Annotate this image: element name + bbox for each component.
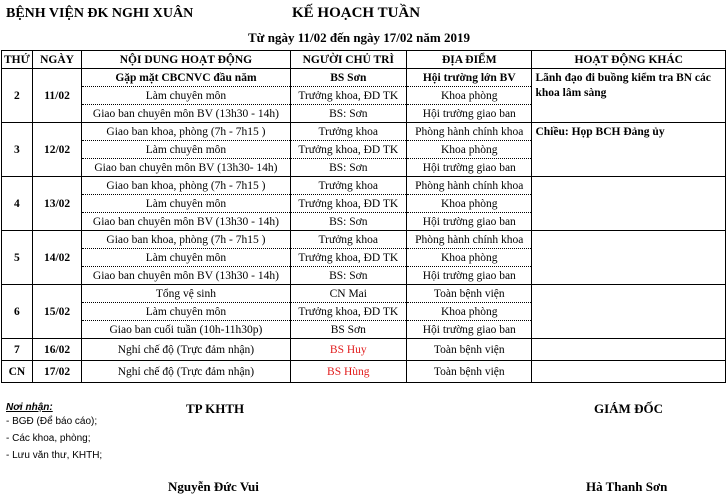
place-cell: Hội trường giao ban — [407, 159, 532, 177]
date-cell: 11/02 — [32, 69, 82, 123]
signature-right-name: Hà Thanh Sơn — [586, 479, 668, 494]
date-cell: 12/02 — [32, 123, 82, 177]
date-cell: 13/02 — [32, 177, 82, 231]
day-of-week-cell: 4 — [2, 177, 33, 231]
place-cell: Toàn bệnh viện — [407, 339, 532, 361]
host-cell: CN Mai — [290, 285, 406, 303]
table-header-row — [2, 51, 726, 69]
column-header-host: NGƯỜI CHỦ TRÌ — [290, 51, 406, 69]
place-cell: Phòng hành chính khoa — [407, 231, 532, 249]
activity-content-cell: Giao ban cuối tuần (10h-11h30p) — [82, 321, 290, 339]
other-activity-cell — [532, 285, 726, 339]
host-cell: Trưởng khoa, ĐD TK — [290, 303, 406, 321]
signature-right-title: GIÁM ĐỐC — [594, 401, 663, 416]
date-cell: 17/02 — [32, 361, 82, 383]
table-row — [2, 285, 726, 303]
host-cell: Trưởng khoa, ĐD TK — [290, 249, 406, 267]
activity-content-cell: Làm chuyên môn — [82, 195, 290, 213]
host-cell: Trưởng khoa — [290, 123, 406, 141]
day-of-week-cell: 7 — [2, 339, 33, 361]
activity-content-cell: Giao ban chuyên môn BV (13h30 - 14h) — [82, 105, 290, 123]
place-cell: Khoa phòng — [407, 87, 532, 105]
hospital-name: BỆNH VIỆN ĐK NGHI XUÂN — [6, 6, 194, 21]
recipient-item: - Các khoa, phòng; — [6, 433, 91, 444]
activity-content-cell: Giao ban khoa, phòng (7h - 7h15 ) — [82, 123, 290, 141]
host-cell: BS: Sơn — [290, 105, 406, 123]
host-cell: BS Hùng — [290, 361, 406, 383]
recipient-item: - BGĐ (Để báo cáo); — [6, 416, 98, 427]
activity-content-cell: Giao ban chuyên môn BV (13h30 - 14h) — [82, 213, 290, 231]
table-row — [2, 69, 726, 87]
place-cell: Khoa phòng — [407, 195, 532, 213]
place-cell: Khoa phòng — [407, 249, 532, 267]
host-cell: Trưởng khoa — [290, 177, 406, 195]
activity-content-cell: Nghỉ chế độ (Trực đảm nhận) — [82, 361, 290, 383]
place-cell: Hội trường giao ban — [407, 105, 532, 123]
host-cell: BS: Sơn — [290, 267, 406, 285]
place-cell: Toàn bệnh viện — [407, 285, 532, 303]
host-cell: BS: Sơn — [290, 213, 406, 231]
signature-left-name: Nguyễn Đức Vui — [168, 479, 259, 494]
other-activity-cell — [532, 231, 726, 285]
day-of-week-cell: 6 — [2, 285, 33, 339]
weekly-plan-table — [1, 50, 726, 383]
table-body — [2, 69, 726, 383]
place-cell: Phòng hành chính khoa — [407, 177, 532, 195]
activity-content-cell: Làm chuyên môn — [82, 87, 290, 105]
date-cell: 15/02 — [32, 285, 82, 339]
other-activity-cell — [532, 177, 726, 231]
host-cell: Trưởng khoa, ĐD TK — [290, 87, 406, 105]
day-of-week-cell: CN — [2, 361, 33, 383]
host-cell: BS Sơn — [290, 321, 406, 339]
host-cell: Trưởng khoa, ĐD TK — [290, 141, 406, 159]
recipient-item: - Lưu văn thư, KHTH; — [6, 450, 103, 461]
activity-content-cell: Giao ban chuyên môn BV (13h30- 14h) — [82, 159, 290, 177]
host-cell: Trưởng khoa, ĐD TK — [290, 195, 406, 213]
place-cell: Toàn bệnh viện — [407, 361, 532, 383]
other-activity-cell — [532, 361, 726, 383]
day-of-week-cell: 3 — [2, 123, 33, 177]
column-header-content: NỘI DUNG HOẠT ĐỘNG — [82, 51, 290, 69]
table-row — [2, 361, 726, 383]
activity-content-cell: Nghỉ chế độ (Trực đảm nhận) — [82, 339, 290, 361]
place-cell: Khoa phòng — [407, 303, 532, 321]
place-cell: Hội trường giao ban — [407, 267, 532, 285]
place-cell: Hội trường lớn BV — [407, 69, 532, 87]
other-activity-cell — [532, 339, 726, 361]
place-cell: Hội trường giao ban — [407, 321, 532, 339]
table-row — [2, 177, 726, 195]
column-header-ngay: NGÀY — [32, 51, 82, 69]
other-activity-cell: Lãnh đạo đi buồng kiểm tra BN các khoa lâm sàng — [532, 69, 726, 123]
signature-left-title: TP KHTH — [186, 401, 245, 416]
activity-content-cell: Giao ban chuyên môn BV (13h30 - 14h) — [82, 267, 290, 285]
activity-content-cell: Giao ban khoa, phòng (7h - 7h15 ) — [82, 231, 290, 249]
activity-content-cell: Làm chuyên môn — [82, 141, 290, 159]
host-cell: BS: Sơn — [290, 159, 406, 177]
host-cell: BS Sơn — [290, 69, 406, 87]
day-of-week-cell: 2 — [2, 69, 33, 123]
activity-content-cell: Làm chuyên môn — [82, 303, 290, 321]
recipients-title: Nơi nhận: — [6, 402, 53, 413]
place-cell: Khoa phòng — [407, 141, 532, 159]
host-cell: Trưởng khoa — [290, 231, 406, 249]
activity-content-cell: Gặp mặt CBCNVC đầu năm — [82, 69, 290, 87]
column-header-place: ĐỊA ĐIỂM — [407, 51, 532, 69]
table-row — [2, 231, 726, 249]
place-cell: Hội trường giao ban — [407, 213, 532, 231]
activity-content-cell: Làm chuyên môn — [82, 249, 290, 267]
column-header-thu: THỨ — [2, 51, 33, 69]
other-activity-cell: Chiều: Họp BCH Đảng ủy — [532, 123, 726, 177]
host-cell: BS Huy — [290, 339, 406, 361]
document-subtitle: Từ ngày 11/02 đến ngày 17/02 năm 2019 — [248, 30, 470, 45]
document-title: KẾ HOẠCH TUẦN — [292, 5, 421, 21]
date-cell: 14/02 — [32, 231, 82, 285]
activity-content-cell: Tổng vệ sinh — [82, 285, 290, 303]
column-header-other: HOẠT ĐỘNG KHÁC — [532, 51, 726, 69]
day-of-week-cell: 5 — [2, 231, 33, 285]
table-row — [2, 123, 726, 141]
place-cell: Phòng hành chính khoa — [407, 123, 532, 141]
date-cell: 16/02 — [32, 339, 82, 361]
activity-content-cell: Giao ban khoa, phòng (7h - 7h15 ) — [82, 177, 290, 195]
table-row — [2, 339, 726, 361]
